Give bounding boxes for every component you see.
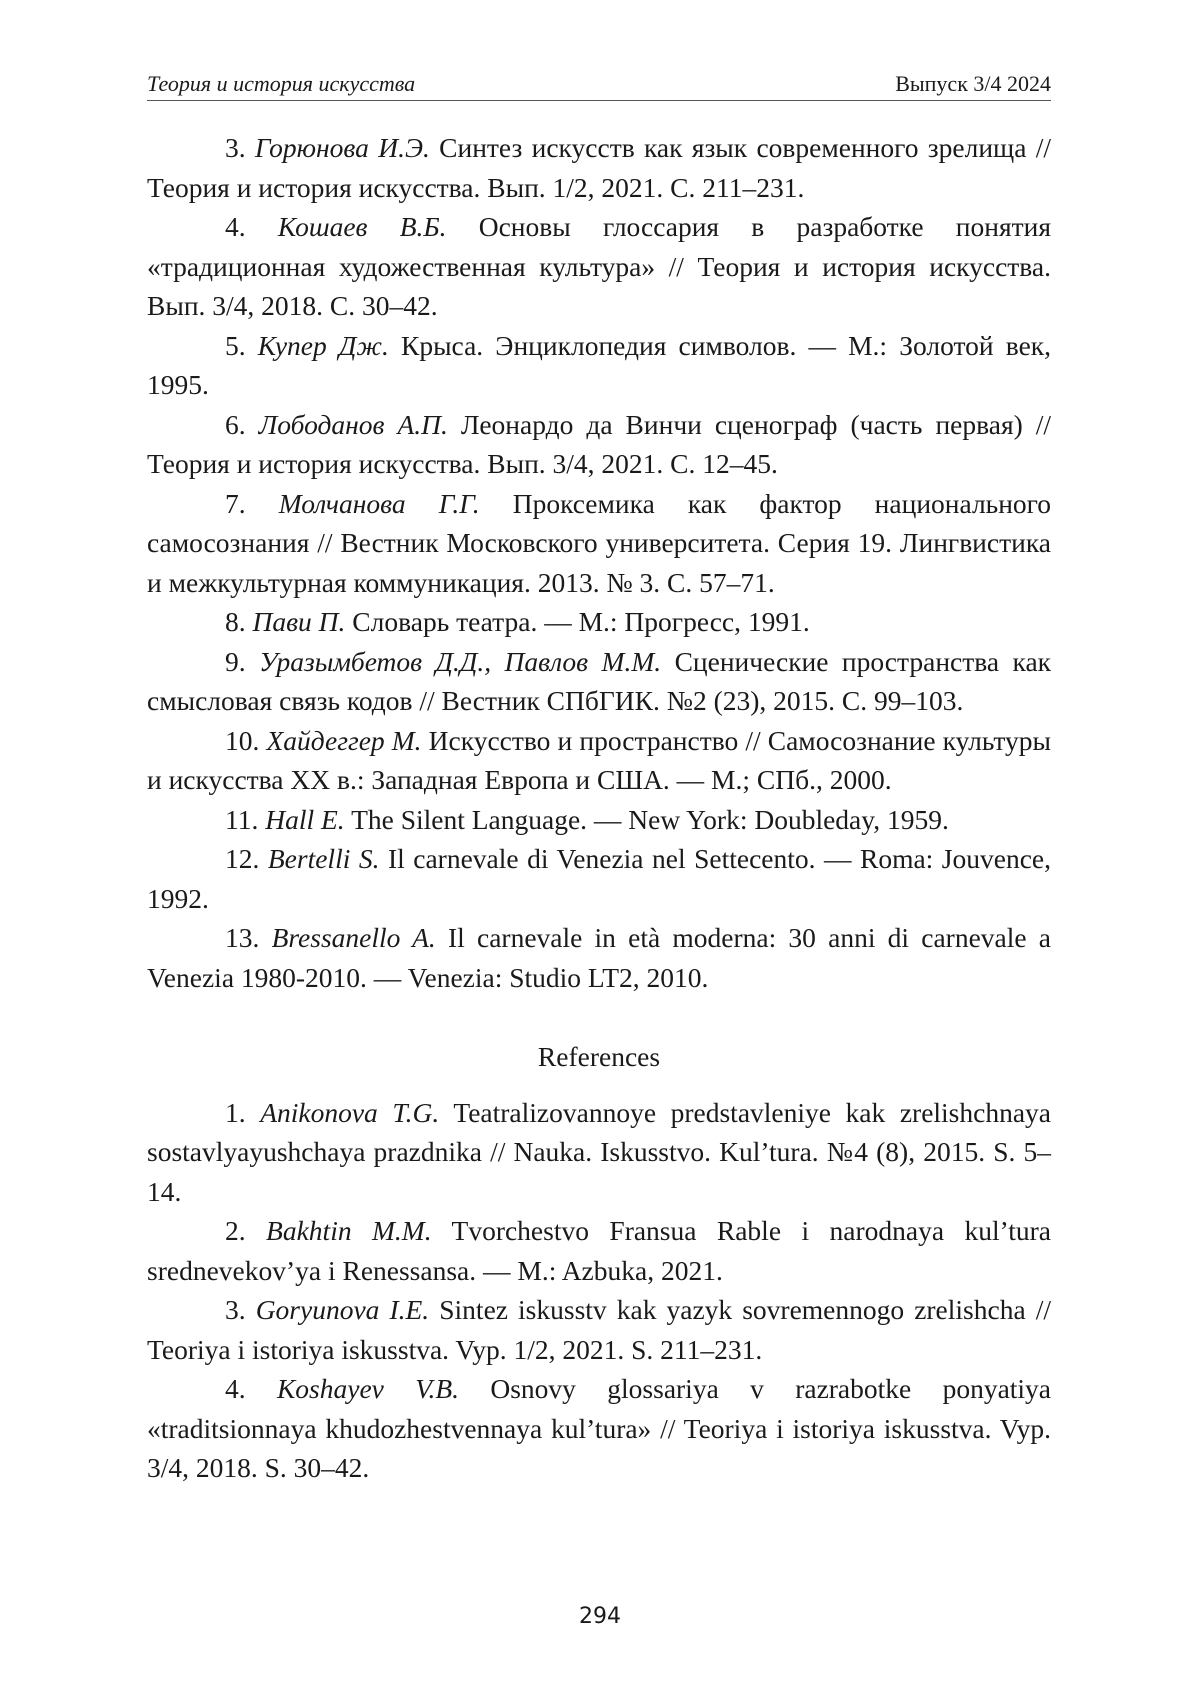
entry-author: Горюнова И.Э. — [254, 132, 430, 163]
entry-text: The Silent Language. — New York: Doubleday, 1959. — [351, 803, 949, 835]
page-number: 294 — [579, 1604, 621, 1629]
entry-number: 2. — [225, 1215, 246, 1246]
references-list — [147, 1093, 1051, 1488]
entry-author: Bressanello A. — [271, 922, 436, 953]
entry-author: Goryunova I.E. — [255, 1294, 430, 1325]
bibliography-list — [147, 128, 1051, 997]
reference-entry — [147, 1369, 1051, 1488]
bibliography-entry — [147, 128, 1051, 207]
entry-text: Tvorchestvo Fransua Rable i narodnaya kul’tura srednevekov’ya i Renessansa. — M.: Azbuka, 2021. — [147, 1215, 1052, 1286]
entry-author: Bakhtin M.M. — [266, 1215, 432, 1246]
journal-title: Теория и история искусства — [147, 71, 416, 96]
reference-entry — [147, 1211, 1051, 1290]
entry-number: 8. — [225, 606, 246, 637]
entry-author: Пави П. — [252, 606, 346, 637]
entry-number: 3. — [225, 132, 246, 163]
entry-number: 13. — [225, 922, 260, 953]
bibliography-entry — [147, 642, 1051, 721]
entry-text: Синтез искусств как язык современного зрелища // Теория и история искусства. Вып. 1/2, 2021. С. 211–231. — [147, 132, 1051, 203]
page-content — [147, 128, 1051, 1488]
entry-number: 11. — [225, 803, 259, 835]
entry-number: 1. — [225, 1096, 246, 1128]
entry-author: Bertelli S. — [267, 843, 380, 874]
entry-text: Искусство и пространство // Самосознание культуры и искусства XX в.: Западная Европа и США. — М.; СПб., 2000. — [147, 724, 1051, 795]
entry-text: Крыса. Энциклопедия символов. — М.: Золотой век, 1995. — [147, 329, 1052, 400]
issue-label: Выпуск 3/4 2024 — [895, 71, 1051, 96]
entry-author: Лободанов А.П. — [258, 408, 448, 440]
bibliography-entry — [147, 405, 1051, 484]
entry-text: Osnovy glossariya v razrabotke ponyatiya «traditsionnaya khudozhestvennaya kul’tura» // Teoriya i istoriya iskusstva. Vyp. 3/4, 2018. S. 30–42. — [147, 1373, 1052, 1483]
entry-number: 10. — [225, 724, 260, 756]
entry-text: Teatralizovannoye predstavleniye kak zrelishchnaya sostavlyayushchaya prazdnika // Nauka. Iskusstvo. Kul’tura. №4 (8), 2015. S. 5–14. — [147, 1096, 1051, 1207]
entry-number: 4. — [225, 211, 246, 242]
entry-author: Молчанова Г.Г. — [278, 487, 480, 519]
bibliography-entry — [147, 484, 1051, 603]
entry-author: Хайдеггер М. — [266, 724, 422, 756]
entry-number: 6. — [225, 408, 246, 440]
entry-author: Koshayev V.B. — [276, 1373, 460, 1404]
bibliography-entry — [147, 800, 1051, 840]
entry-number: 5. — [225, 329, 246, 361]
entry-number: 3. — [225, 1294, 246, 1325]
references-heading: References — [537, 1041, 661, 1072]
bibliography-entry — [147, 326, 1051, 405]
entry-author: Купер Дж. — [257, 329, 389, 361]
entry-text: Леонардо да Винчи сценограф (часть первая) // Теория и история искусства. Вып. 3/4, 2021. С. 12–45. — [147, 408, 1052, 479]
entry-number: 7. — [225, 487, 246, 519]
entry-author: Anikonova T.G. — [260, 1096, 440, 1128]
entry-text: Сценические пространства как смысловая связь кодов // Вестник СПбГИК. №2 (23), 2015. С. 99–103. — [147, 645, 1052, 716]
entry-number: 12. — [225, 843, 260, 874]
entry-text: Основы глоссария в разработке понятия «традиционная художественная культура» // Теория и история искусства. Вып. 3/4, 2018. С. 30–42. — [147, 211, 1052, 321]
bibliography-entry — [147, 207, 1051, 326]
entry-text: Il carnevale di Venezia nel Settecento. — Roma: Jouvence, 1992. — [147, 843, 1052, 914]
entry-text: Il carnevale in età moderna: 30 anni di carnevale a Venezia 1980-2010. — Venezia: Studio LT2, 2010. — [147, 922, 1052, 993]
bibliography-entry — [147, 721, 1051, 800]
bibliography-entry — [147, 839, 1051, 918]
entry-author: Hall E. — [265, 803, 345, 835]
entry-author: Уразымбетов Д.Д., Павлов М.М. — [259, 645, 662, 677]
bibliography-entry — [147, 602, 1051, 642]
reference-entry — [147, 1290, 1051, 1369]
reference-entry — [147, 1093, 1051, 1212]
bibliography-entry — [147, 918, 1051, 997]
entry-text: Sintez iskusstv kak yazyk sovremennogo zrelishcha // Teoriya i istoriya iskusstva. Vyp. 1/2, 2021. S. 211–231. — [147, 1294, 1052, 1365]
entry-author: Кошаев В.Б. — [277, 211, 447, 242]
entry-number: 4. — [225, 1373, 246, 1404]
entry-number: 9. — [225, 645, 246, 677]
entry-text: Словарь театра. — М.: Прогресс, 1991. — [352, 606, 810, 637]
entry-text: Проксемика как фактор национального самосознания // Вестник Московского университета. Серия 19. Лингвистика и межкультурная коммуникация. 2013. № 3. С. 57–71. — [147, 487, 1052, 598]
running-header — [147, 62, 1051, 101]
